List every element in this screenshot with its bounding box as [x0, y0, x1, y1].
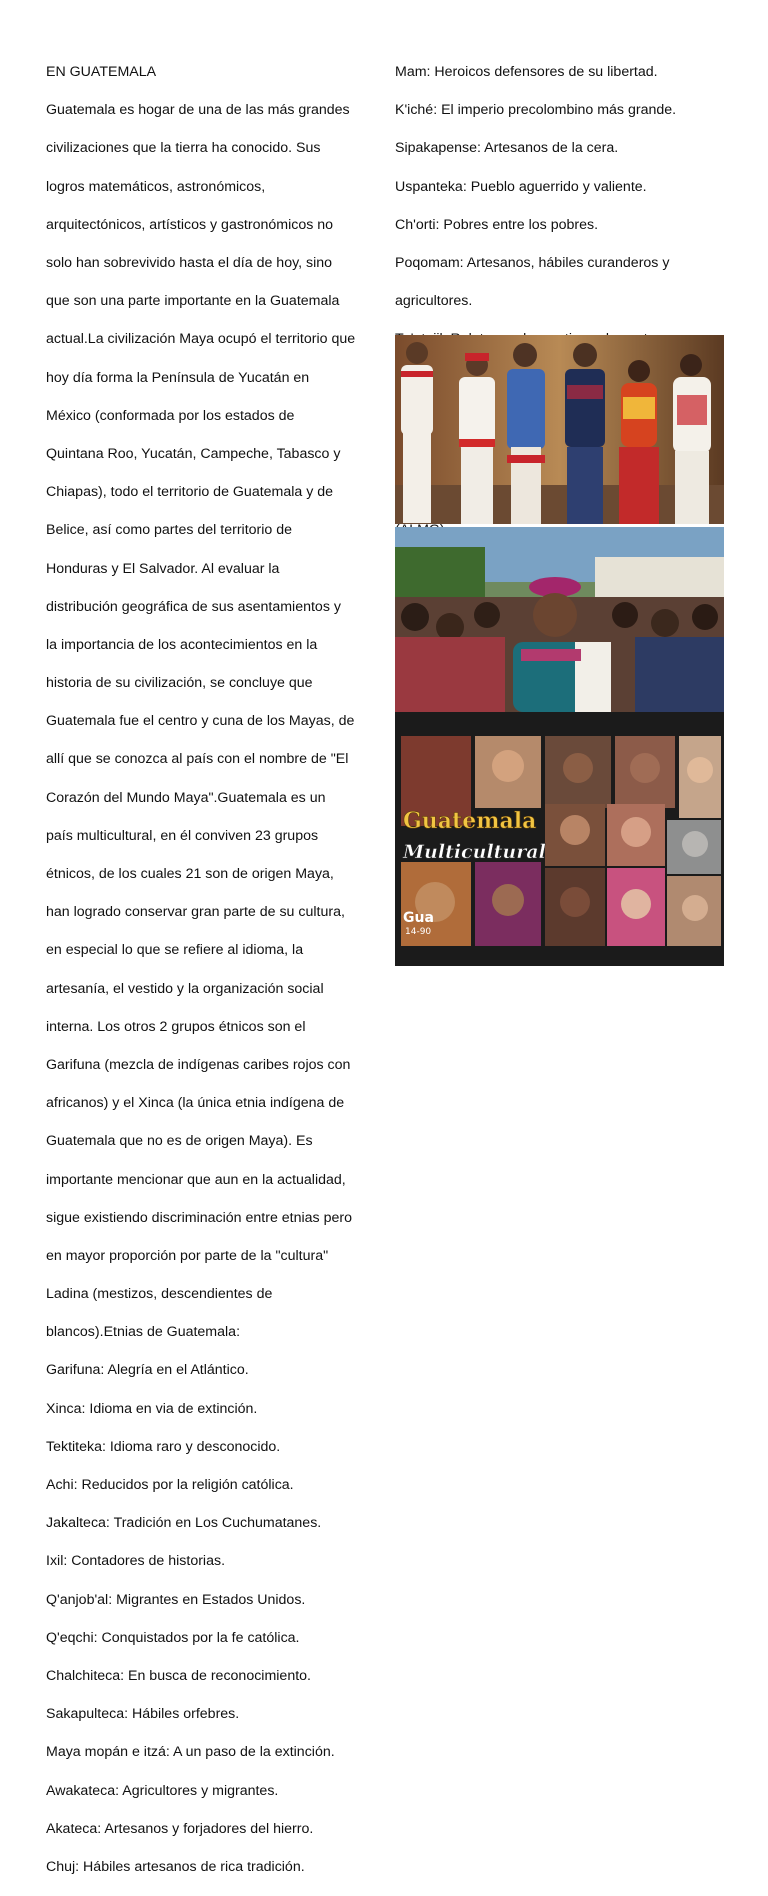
body-line: país multicultural, en él conviven 23 grupos	[46, 827, 319, 844]
left-column	[46, 44, 386, 1896]
body-line: sigue existiendo discriminación entre etnias pero	[46, 1209, 352, 1226]
ethnic-group-item: K'iché: El imperio precolombino más grande.	[395, 102, 677, 119]
body-line: Chiapas), todo el territorio de Guatemala y de	[46, 484, 334, 501]
ethnic-group-item: Uspanteka: Pueblo aguerrido y valiente.	[395, 178, 647, 195]
body-line: Quintana Roo, Yucatán, Campeche, Tabasco y	[46, 445, 341, 462]
poster-corner-text: Gua	[403, 910, 434, 926]
body-line: artesanía, el vestido y la organización social	[46, 980, 324, 997]
ethnic-group-item: Q'eqchi: Conquistados por la fe católica.	[46, 1629, 300, 1646]
body-line: distribución geográfica de sus asentamientos y	[46, 598, 341, 615]
body-line: blancos).Etnias de Guatemala:	[46, 1324, 241, 1341]
ethnic-group-item: Akateca: Artesanos y forjadores del hierro.	[46, 1820, 314, 1837]
ethnic-group-item: Awakateca: Agricultores y migrantes.	[46, 1782, 279, 1799]
guatemala-multicultural-poster	[395, 712, 724, 966]
body-line: han logrado conservar gran parte de su cultura,	[46, 904, 345, 921]
body-line: logros matemáticos, astronómicos,	[46, 178, 266, 195]
poster-footer-text: 14-90	[405, 927, 432, 937]
poster-subtitle: Multicultural	[403, 841, 546, 863]
market-crowd-photo	[395, 527, 724, 712]
ethnic-group-item: Mam: Heroicos defensores de su libertad.	[395, 64, 658, 81]
group-photo-illustration	[395, 335, 724, 524]
ethnic-group-item: Garifuna: Alegría en el Atlántico.	[46, 1362, 249, 1379]
ethnic-group-item: agricultores.	[395, 293, 473, 310]
body-line: Belice, así como partes del territorio de	[46, 522, 293, 539]
body-line: en mayor proporción por parte de la "cultura"	[46, 1247, 329, 1264]
ethnic-group-item: Chalchiteca: En busca de reconocimiento.	[46, 1667, 311, 1684]
ethnic-group-item: Maya mopán e itzá: A un paso de la extinción.	[46, 1744, 335, 1761]
body-line: Ladina (mestizos, descendientes de	[46, 1286, 273, 1303]
ethnic-group-item: Chuj: Hábiles artesanos de rica tradición.	[46, 1858, 305, 1875]
body-line: allí que se conozca al país con el nombre de "El	[46, 751, 349, 768]
crowd-photo-illustration	[395, 527, 724, 712]
body-line: importante mencionar que aun en la actualidad,	[46, 1171, 346, 1188]
body-line: africanos) y el Xinca (la única etnia indígena de	[46, 1095, 345, 1112]
body-line: solo han sobrevivido hasta el día de hoy, sino	[46, 255, 333, 272]
ethnic-group-item: Sipakapense: Artesanos de la cera.	[395, 140, 619, 157]
ethnic-group-item: Ixil: Contadores de historias.	[46, 1553, 226, 1570]
ethnic-group-item: Ch'orti: Pobres entre los pobres.	[395, 216, 599, 233]
body-line: hoy día forma la Península de Yucatán en	[46, 369, 310, 386]
body-line: Corazón del Mundo Maya".Guatemala es un	[46, 789, 326, 806]
poster-illustration	[395, 712, 724, 966]
body-line: la importancia de los acontecimientos en la	[46, 636, 318, 653]
body-line: interna. Los otros 2 grupos étnicos son el	[46, 1018, 306, 1035]
body-line: civilizaciones que la tierra ha conocido. Sus	[46, 140, 321, 157]
section-heading: EN GUATEMALA	[46, 64, 157, 81]
body-line: Garifuna (mezcla de indígenas caribes rojos con	[46, 1056, 351, 1073]
ethnic-group-item: Poqomam: Artesanos, hábiles curanderos y	[395, 255, 670, 272]
body-line: étnicos, de los cuales 21 son de origen Maya,	[46, 866, 334, 883]
body-line: Guatemala que no es de origen Maya). Es	[46, 1133, 313, 1150]
group-traditional-dress-photo	[395, 335, 724, 524]
body-line: historia de su civilización, se concluye que	[46, 675, 313, 692]
body-line: actual.La civilización Maya ocupó el territorio que	[46, 331, 356, 348]
body-line: Guatemala fue el centro y cuna de los Mayas, de	[46, 713, 355, 730]
body-line: en especial lo que se refiere al idioma, la	[46, 942, 304, 959]
body-line: que son una parte importante en la Guatemala	[46, 293, 340, 310]
poster-title: Guatemala	[403, 808, 537, 834]
body-line: Honduras y El Salvador. Al evaluar la	[46, 560, 280, 577]
body-line: arquitectónicos, artísticos y gastronómicos no	[46, 216, 334, 233]
ethnic-group-item: Jakalteca: Tradición en Los Cuchumatanes.	[46, 1515, 322, 1532]
body-line: México (conformada por los estados de	[46, 407, 295, 424]
body-line: Guatemala es hogar de una de las más grandes	[46, 102, 350, 119]
ethnic-group-item: Q'anjob'al: Migrantes en Estados Unidos.	[46, 1591, 306, 1608]
ethnic-group-item: Tektiteka: Idioma raro y desconocido.	[46, 1438, 281, 1455]
ethnic-group-item: Sakapulteca: Hábiles orfebres.	[46, 1706, 240, 1723]
ethnic-group-item: Achi: Reducidos por la religión católica.	[46, 1477, 294, 1494]
ethnic-group-item: Xinca: Idioma en via de extinción.	[46, 1400, 258, 1417]
